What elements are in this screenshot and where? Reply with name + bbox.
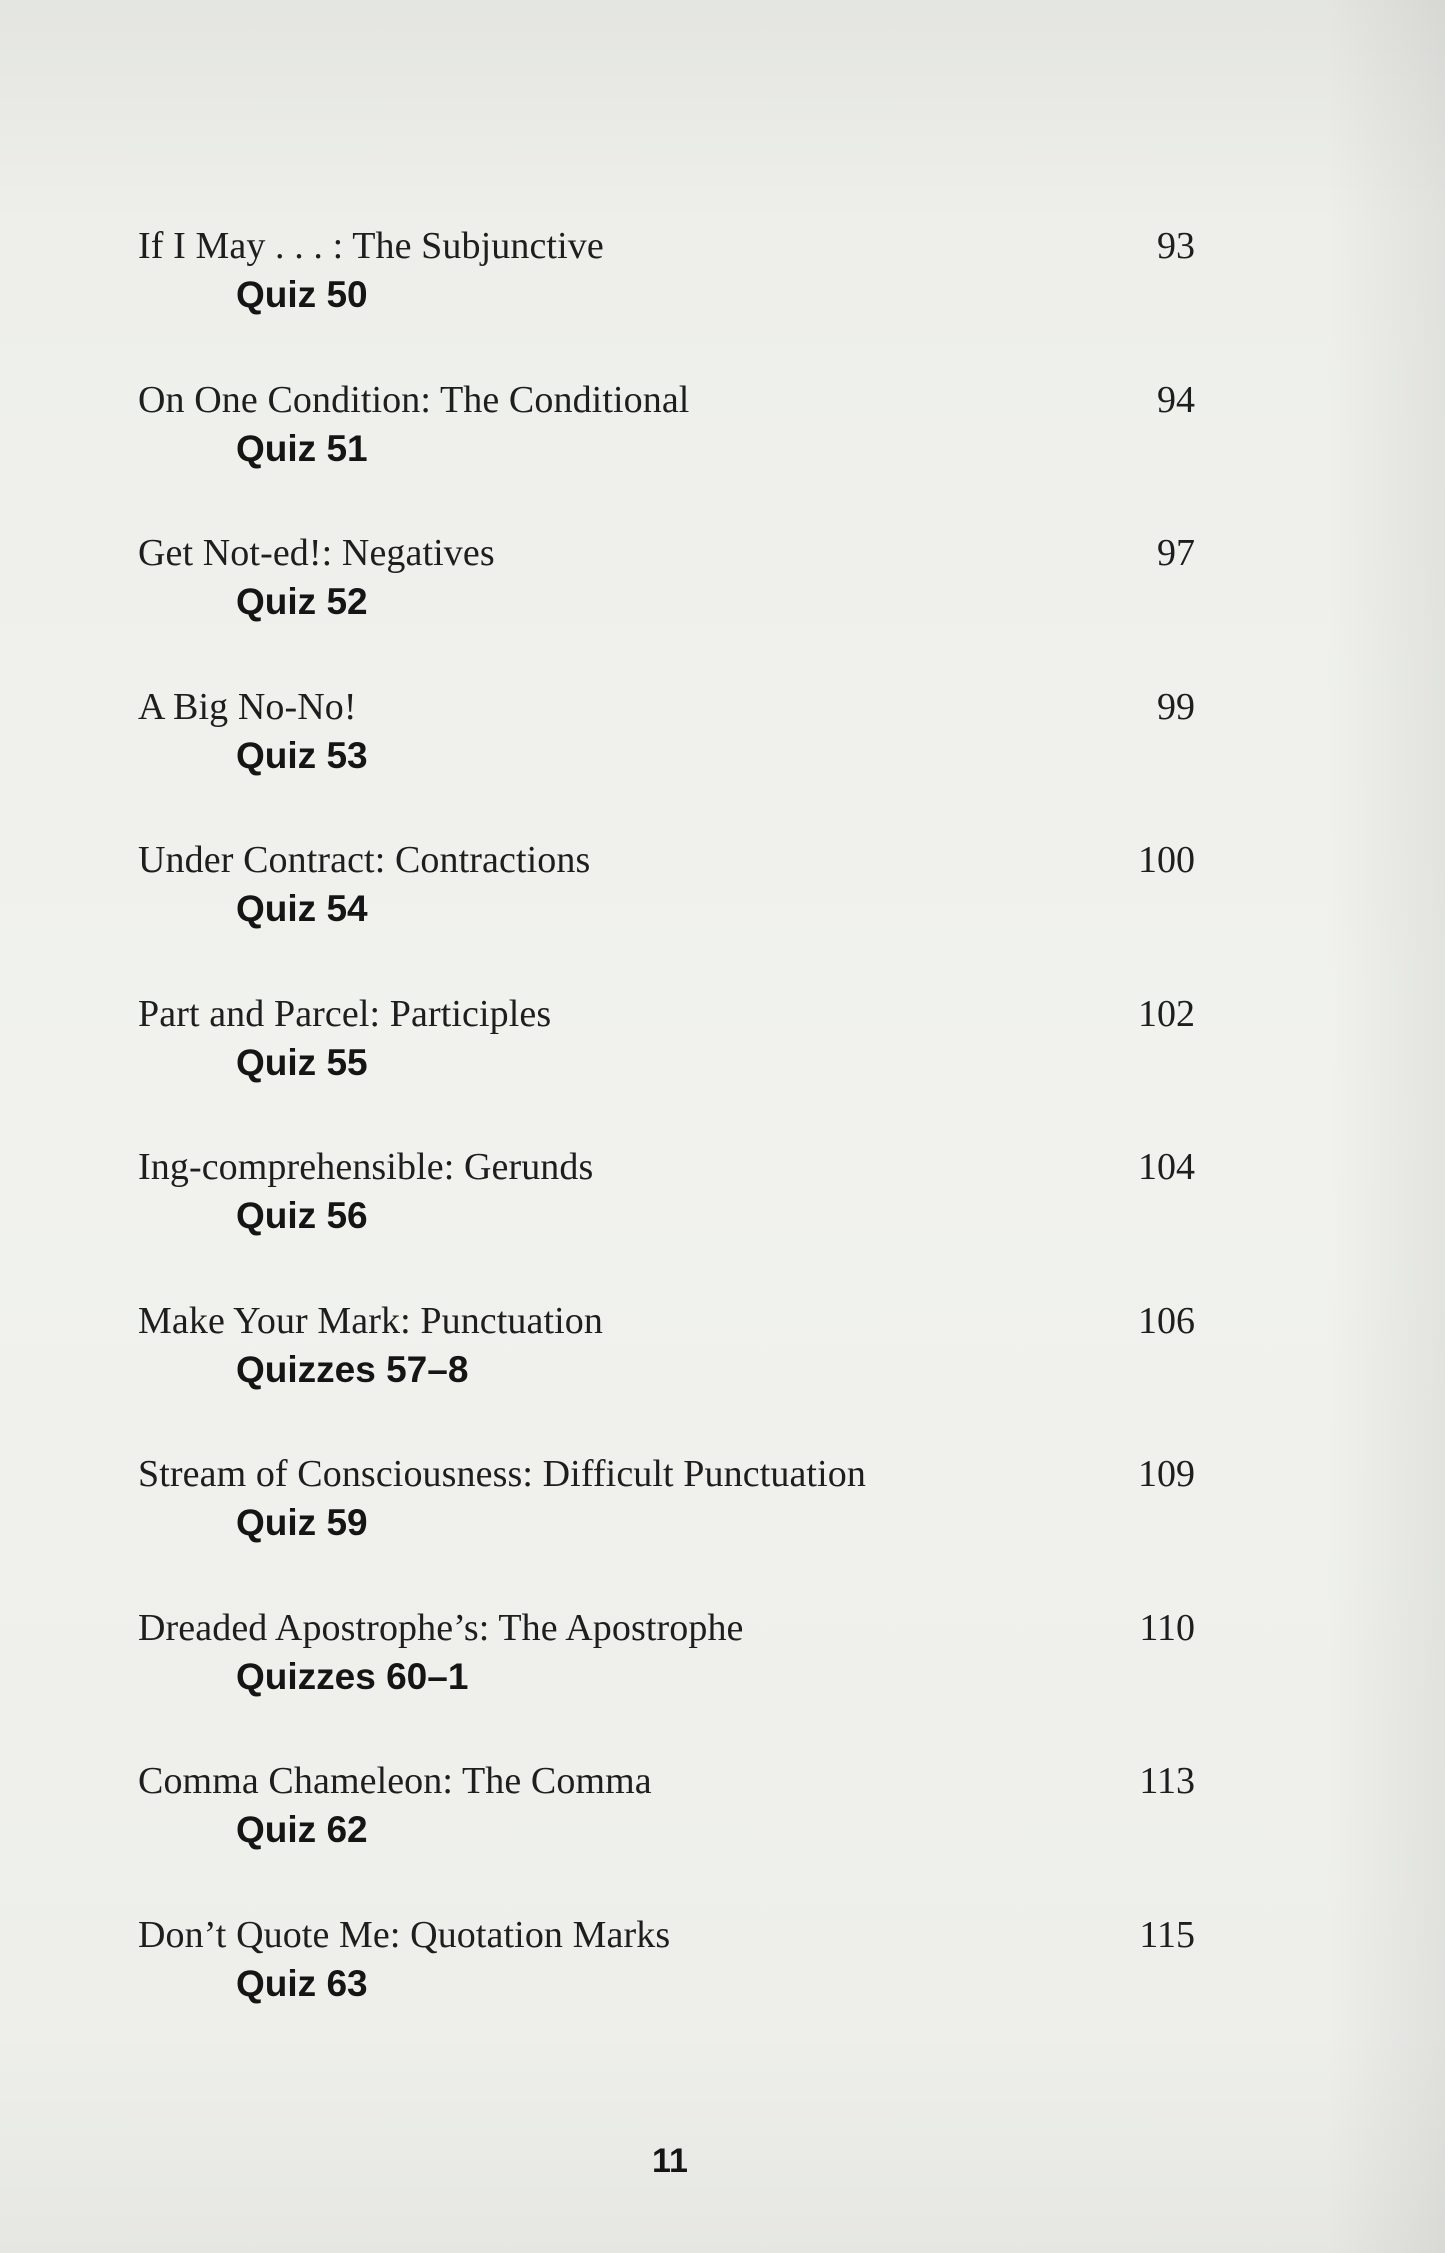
chapter-title: Don’t Quote Me: Quotation Marks (138, 1913, 671, 1956)
chapter-title: Part and Parcel: Participles (138, 992, 552, 1035)
toc-entry (138, 1907, 1195, 2061)
page-folio: 11 (652, 2142, 688, 2180)
chapter-title: Make Your Mark: Punctuation (138, 1299, 604, 1342)
toc-entry (138, 1753, 1195, 1907)
page-number: 115 (1139, 1913, 1195, 1956)
toc-entry (138, 986, 1195, 1140)
page-number: 94 (1157, 378, 1195, 421)
chapter-title: Dreaded Apostrophe’s: The Apostrophe (138, 1606, 744, 1649)
chapter-title: Stream of Consciousness: Difficult Punctuation (138, 1453, 866, 1495)
quiz-label: Quiz 51 (236, 427, 368, 469)
toc-entry (138, 1293, 1195, 1447)
quiz-label: Quiz 54 (236, 888, 368, 929)
page-number: 109 (1138, 1453, 1195, 1495)
quiz-label: Quiz 59 (236, 1502, 368, 1543)
chapter-title: On One Condition: The Conditional (138, 378, 690, 421)
toc-entry (138, 1600, 1195, 1754)
quiz-label: Quiz 62 (236, 1809, 368, 1850)
chapter-title: A Big No-No! (138, 685, 357, 728)
chapter-title: Get Not-ed!: Negatives (138, 532, 495, 574)
page-number: 93 (1157, 225, 1195, 267)
toc-entry (138, 372, 1195, 526)
page-number: 99 (1157, 685, 1195, 728)
page-number: 110 (1139, 1606, 1195, 1649)
toc-entry (138, 1139, 1195, 1293)
toc-entry (138, 1446, 1195, 1600)
quiz-label: Quizzes 57–8 (236, 1348, 469, 1390)
quiz-label: Quiz 55 (236, 1041, 368, 1083)
quiz-label: Quiz 50 (236, 274, 368, 315)
quiz-label: Quiz 56 (236, 1195, 368, 1236)
page-number: 106 (1138, 1299, 1195, 1342)
page-number: 104 (1138, 1146, 1195, 1188)
chapter-title: Ing-comprehensible: Gerunds (138, 1146, 594, 1188)
page-number: 113 (1139, 1760, 1195, 1802)
page-number: 100 (1138, 839, 1195, 881)
quiz-label: Quiz 63 (236, 1962, 368, 2004)
table-of-contents (138, 218, 1195, 2060)
toc-entry (138, 679, 1195, 833)
chapter-title: Comma Chameleon: The Comma (138, 1760, 652, 1802)
chapter-title: If I May . . . : The Subjunctive (138, 225, 604, 267)
toc-entry (138, 218, 1195, 372)
quiz-label: Quizzes 60–1 (236, 1655, 469, 1697)
page-number: 102 (1138, 992, 1195, 1035)
toc-entry (138, 832, 1195, 986)
quiz-label: Quiz 53 (236, 734, 368, 776)
toc-entry (138, 525, 1195, 679)
chapter-title: Under Contract: Contractions (138, 839, 591, 881)
page-number: 97 (1157, 532, 1195, 574)
quiz-label: Quiz 52 (236, 581, 368, 622)
